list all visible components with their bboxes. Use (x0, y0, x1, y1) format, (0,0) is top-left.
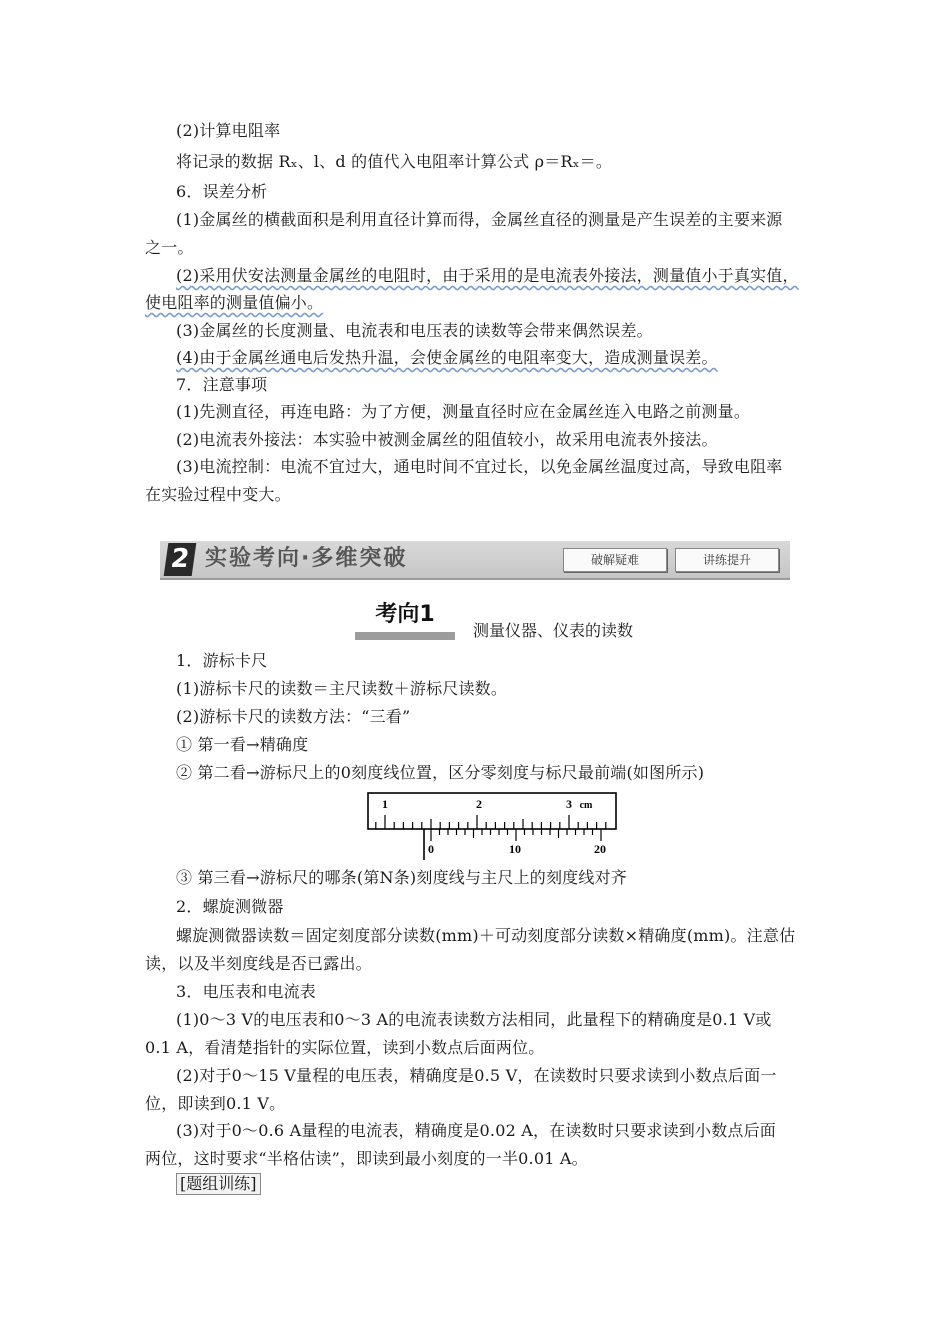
section-heading: 1．游标卡尺 (176, 651, 268, 670)
text-line: ③ 第三看→游标尺的哪条(第N条)刻度线与主尺上的刻度线对齐 (176, 868, 627, 887)
text-line: 读，以及半刻度线是否已露出。 (145, 954, 372, 973)
text-line: (1)游标卡尺的读数＝主尺读数＋游标尺读数。 (176, 679, 508, 698)
text-line: (2)对于0～15 V量程的电压表，精确度是0.5 V，在读数时只要求读到小数点后面一 (176, 1066, 777, 1085)
section-heading: 2．螺旋测微器 (176, 897, 284, 916)
text-line: (3)电流控制：电流不宜过大，通电时间不宜过长，以免金属丝温度过高，导致电阻率 (176, 457, 783, 476)
text-line: 位，即读到0.1 V。 (145, 1094, 286, 1113)
main-label-3: 3 (566, 797, 572, 811)
vernier-label-10: 10 (509, 842, 521, 856)
text-line: (1)金属丝的横截面积是利用直径计算而得，金属丝直径的测量是产生误差的主要来源 (176, 210, 783, 229)
text-line: (1)0～3 V的电压表和0～3 A的电流表读数方法相同，此量程下的精确度是0.1 V或 (176, 1010, 772, 1029)
text-line: 两位，这时要求“半格估读”，即读到最小刻度的一半0.01 A。 (145, 1149, 588, 1168)
text-line: 使电阻率的测量值偏小。 (145, 293, 324, 312)
text-line: (3)金属丝的长度测量、电流表和电压表的读数等会带来偶然误差。 (176, 321, 653, 340)
text-line: (1)先测直径，再连电路：为了方便，测量直径时应在金属丝连入电路之前测量。 (176, 402, 751, 421)
section-heading: 6．误差分析 (176, 182, 268, 201)
vernier-caliper-figure (364, 790, 619, 862)
exercise-tag: [题组训练] (176, 1173, 261, 1195)
text-line: (2)采用伏安法测量金属丝的电阻时，由于采用的是电流表外接法，测量值小于真实值， (176, 266, 799, 285)
main-label-1: 1 (382, 797, 388, 811)
text-line: 螺旋测微器读数＝固定刻度部分读数(mm)＋可动刻度部分读数×精确度(mm)。注意估 (176, 926, 796, 945)
vernier-label-20: 20 (594, 842, 606, 856)
kaoxiang-title: 测量仪器、仪表的读数 (473, 621, 634, 640)
text-line: 在实验过程中变大。 (145, 485, 291, 504)
main-label-2: 2 (476, 797, 482, 811)
main-label-unit: cm (579, 800, 593, 811)
text-line: 之一。 (145, 238, 194, 257)
text-line: (2)游标卡尺的读数方法：“三看” (176, 707, 411, 726)
kaoxiang-badge: 考向1 (355, 602, 455, 640)
text-line: (2)电流表外接法：本实验中被测金属丝的阻值较小，故采用电流表外接法。 (176, 430, 718, 449)
banner-title: 实验考向·多维突破 (205, 546, 408, 571)
text-line: (4)由于金属丝通电后发热升温，会使金属丝的电阻率变大，造成测量误差。 (176, 348, 718, 367)
section-heading: 3．电压表和电流表 (176, 982, 316, 1001)
text-line: 将记录的数据 Rₓ、l、d 的值代入电阻率计算公式 ρ＝Rₓ＝。 (176, 152, 613, 171)
section-heading: 7．注意事项 (176, 375, 268, 394)
text-line: 0.1 A，看清楚指针的实际位置，读到小数点后面两位。 (145, 1038, 545, 1057)
text-line: ① 第一看→精确度 (176, 735, 309, 754)
banner-button-1[interactable]: 破解疑难 (563, 548, 667, 572)
banner-number: 2 (164, 543, 197, 576)
text-line: (3)对于0～0.6 A量程的电流表，精确度是0.02 A，在读数时只要求读到小数点后面 (176, 1121, 776, 1140)
banner-button-2[interactable]: 讲练提升 (675, 548, 779, 572)
text-line: ② 第二看→游标尺上的0刻度线位置，区分零刻度与标尺最前端(如图所示) (176, 763, 705, 782)
section-banner (160, 541, 790, 580)
text-line: (2)计算电阻率 (176, 121, 281, 140)
vernier-label-0: 0 (428, 842, 434, 856)
